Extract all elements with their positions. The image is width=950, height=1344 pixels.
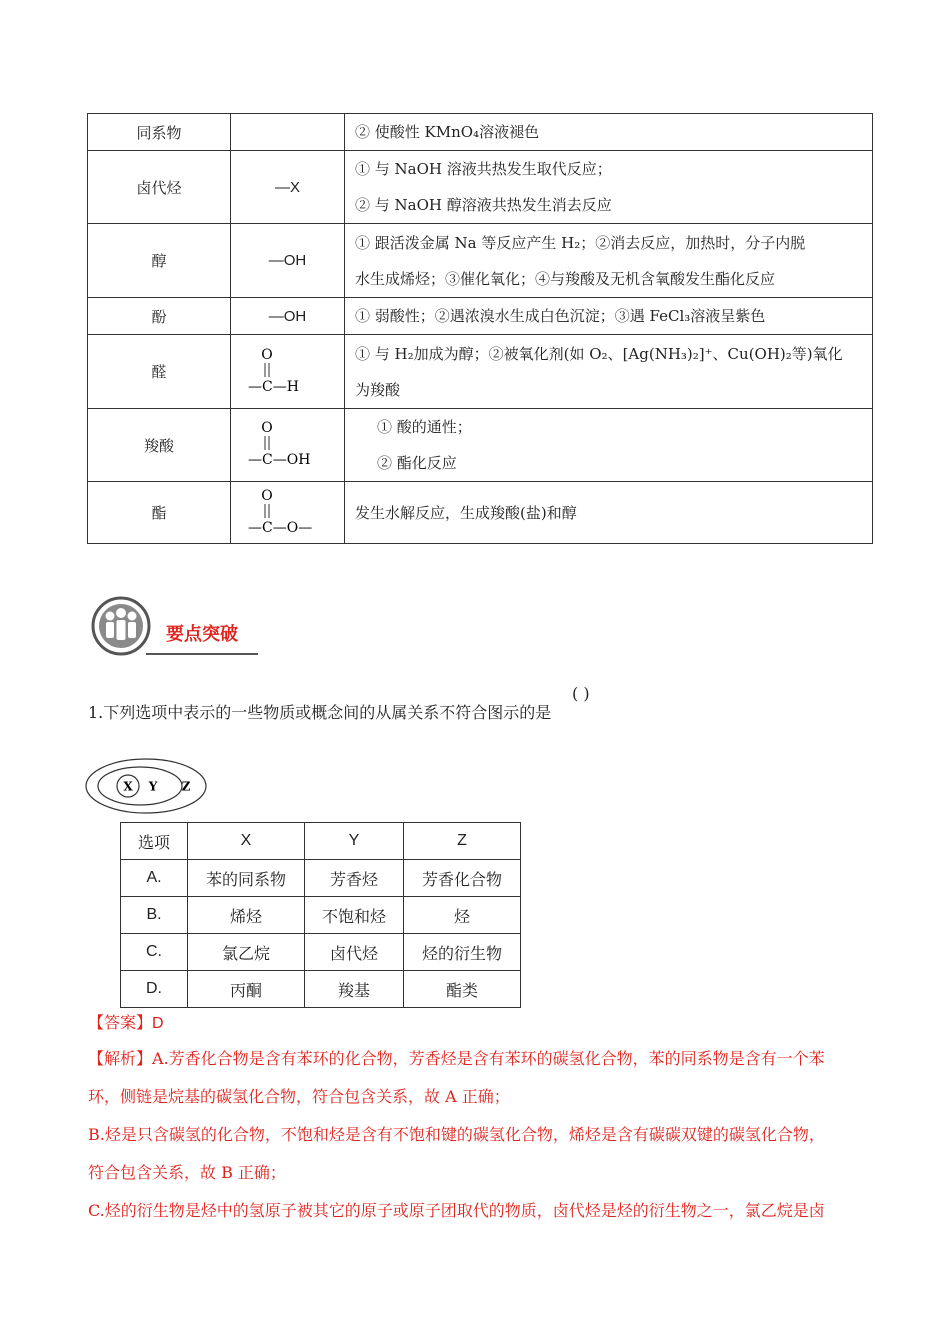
property-line: ① 酸的通性； (377, 418, 472, 436)
table-row (121, 934, 521, 971)
table-row (121, 860, 521, 897)
column-header: Z (404, 823, 521, 860)
compound-class: 醛 (88, 335, 231, 409)
svg-text:—C—O—: —C—O— (247, 519, 312, 536)
table-row (88, 409, 873, 482)
table-row (88, 298, 873, 335)
table-cell: 芳香烃 (305, 860, 404, 897)
options-table (120, 822, 521, 1008)
table-row (121, 971, 521, 1008)
analysis-line: C.烃的衍生物是烃中的氢原子被其它的原子或原子团取代的物质，卤代烃是烃的衍生物之一，氯乙烷是卤 (88, 1201, 825, 1220)
property-line: 为羧酸 (355, 380, 401, 399)
column-header: Y (305, 823, 404, 860)
column-header: X (188, 823, 305, 860)
svg-text:O: O (260, 346, 273, 363)
chemical-properties (345, 335, 873, 409)
compound-class: 酚 (88, 298, 231, 335)
functional-group (231, 114, 345, 151)
table-cell: 烃的衍生物 (404, 934, 521, 971)
table-cell: 芳香化合物 (404, 860, 521, 897)
svg-text:O: O (260, 487, 273, 504)
property-line: ① 与 H₂加成为醇；②被氧化剂(如 O₂、[Ag(NH₃)₂]⁺、Cu(OH)₂等)氧化 (355, 344, 843, 363)
table-row (88, 114, 873, 151)
table-cell: 丙酮 (188, 971, 305, 1008)
table-row (88, 151, 873, 224)
chemical-properties (345, 298, 873, 335)
table-row (88, 335, 873, 409)
question-text: 1.下列选项中表示的一些物质或概念间的从属关系不符合图示的是 (88, 703, 552, 722)
chemical-properties (345, 151, 873, 224)
table-cell: 酯类 (404, 971, 521, 1008)
structural-formula (238, 486, 338, 536)
analysis-line: 符合包含关系，故 B 正确； (88, 1163, 286, 1182)
table-cell: 羧基 (305, 971, 404, 1008)
property-line: 水生成烯烃；③催化氧化；④与羧酸及无机含氧酸发生酯化反应 (355, 269, 776, 288)
analysis-line: 环，侧链是烷基的碳氢化合物，符合包含关系，故 A 正确； (88, 1087, 510, 1106)
functional-group (231, 482, 345, 544)
table-header-row (121, 823, 521, 860)
analysis-line: B.烃是只含碳氢的化合物，不饱和烃是含有不饱和键的碳氢化合物，烯烃是含有碳碳双键的碳氢化合物， (88, 1125, 825, 1144)
property-line: ② 酯化反应 (377, 454, 457, 472)
functional-group (231, 335, 345, 409)
venn-diagram (84, 757, 208, 815)
compound-class: 羧酸 (88, 409, 231, 482)
column-header: 选项 (121, 823, 188, 860)
property-line: ② 与 NaOH 醇溶液共热发生消去反应 (355, 196, 612, 214)
analysis-line: 【解析】A.芳香化合物是含有苯环的化合物，芳香烃是含有苯环的碳氢化合物，苯的同系物是含有一个苯 (88, 1049, 825, 1068)
table-cell: B. (121, 897, 188, 934)
table-cell: 苯的同系物 (188, 860, 305, 897)
table-row (88, 482, 873, 544)
chemical-properties (345, 482, 873, 544)
compound-class: 醇 (88, 224, 231, 298)
answer-label: 【答案】 (88, 1013, 153, 1032)
compound-class: 同系物 (88, 114, 231, 151)
property-line: ① 与 NaOH 溶液共热发生取代反应； (355, 160, 612, 178)
section-title: 要点突破 (166, 624, 238, 645)
venn-label-y: Y (148, 779, 158, 794)
analysis-label: 【解析】 (88, 1049, 153, 1068)
answer-bracket: ( ) (572, 684, 590, 703)
chemical-properties (345, 114, 873, 151)
table-cell: A. (121, 860, 188, 897)
functional-group: —X (231, 151, 345, 224)
property-line: ② 使酸性 KMnO₄溶液褪色 (355, 123, 540, 141)
structural-formula (238, 345, 338, 395)
answer-value: D (152, 1015, 164, 1032)
table-row (88, 224, 873, 298)
table-cell: 卤代烃 (305, 934, 404, 971)
svg-text:O: O (260, 420, 273, 436)
analysis-block (88, 1040, 873, 1230)
compound-class: 卤代烃 (88, 151, 231, 224)
structural-formula (238, 418, 338, 468)
property-line: ① 跟活泼金属 Na 等反应产生 H₂；②消去反应，加热时，分子内脱 (355, 233, 806, 252)
functional-group: —OH (231, 298, 345, 335)
functional-group (231, 409, 345, 482)
table-cell: C. (121, 934, 188, 971)
table-cell: D. (121, 971, 188, 1008)
answer-line (88, 1010, 164, 1033)
svg-text:—C—OH: —C—OH (247, 452, 310, 468)
venn-label-z: Z (181, 779, 191, 794)
table-cell: 烃 (404, 897, 521, 934)
property-line: ① 弱酸性；②遇浓溴水生成白色沉淀；③遇 FeCl₃溶液呈紫色 (355, 307, 766, 325)
property-line: 发生水解反应，生成羧酸(盐)和醇 (355, 503, 577, 522)
venn-label-x: X (123, 779, 133, 794)
chemical-properties (345, 224, 873, 298)
chemical-properties (345, 409, 873, 482)
svg-text:—C—H: —C—H (247, 378, 299, 395)
functional-group-table (87, 113, 873, 544)
table-row (121, 897, 521, 934)
compound-class: 酯 (88, 482, 231, 544)
functional-group: —OH (231, 224, 345, 298)
table-cell: 不饱和烃 (305, 897, 404, 934)
table-cell: 烯烃 (188, 897, 305, 934)
table-cell: 氯乙烷 (188, 934, 305, 971)
